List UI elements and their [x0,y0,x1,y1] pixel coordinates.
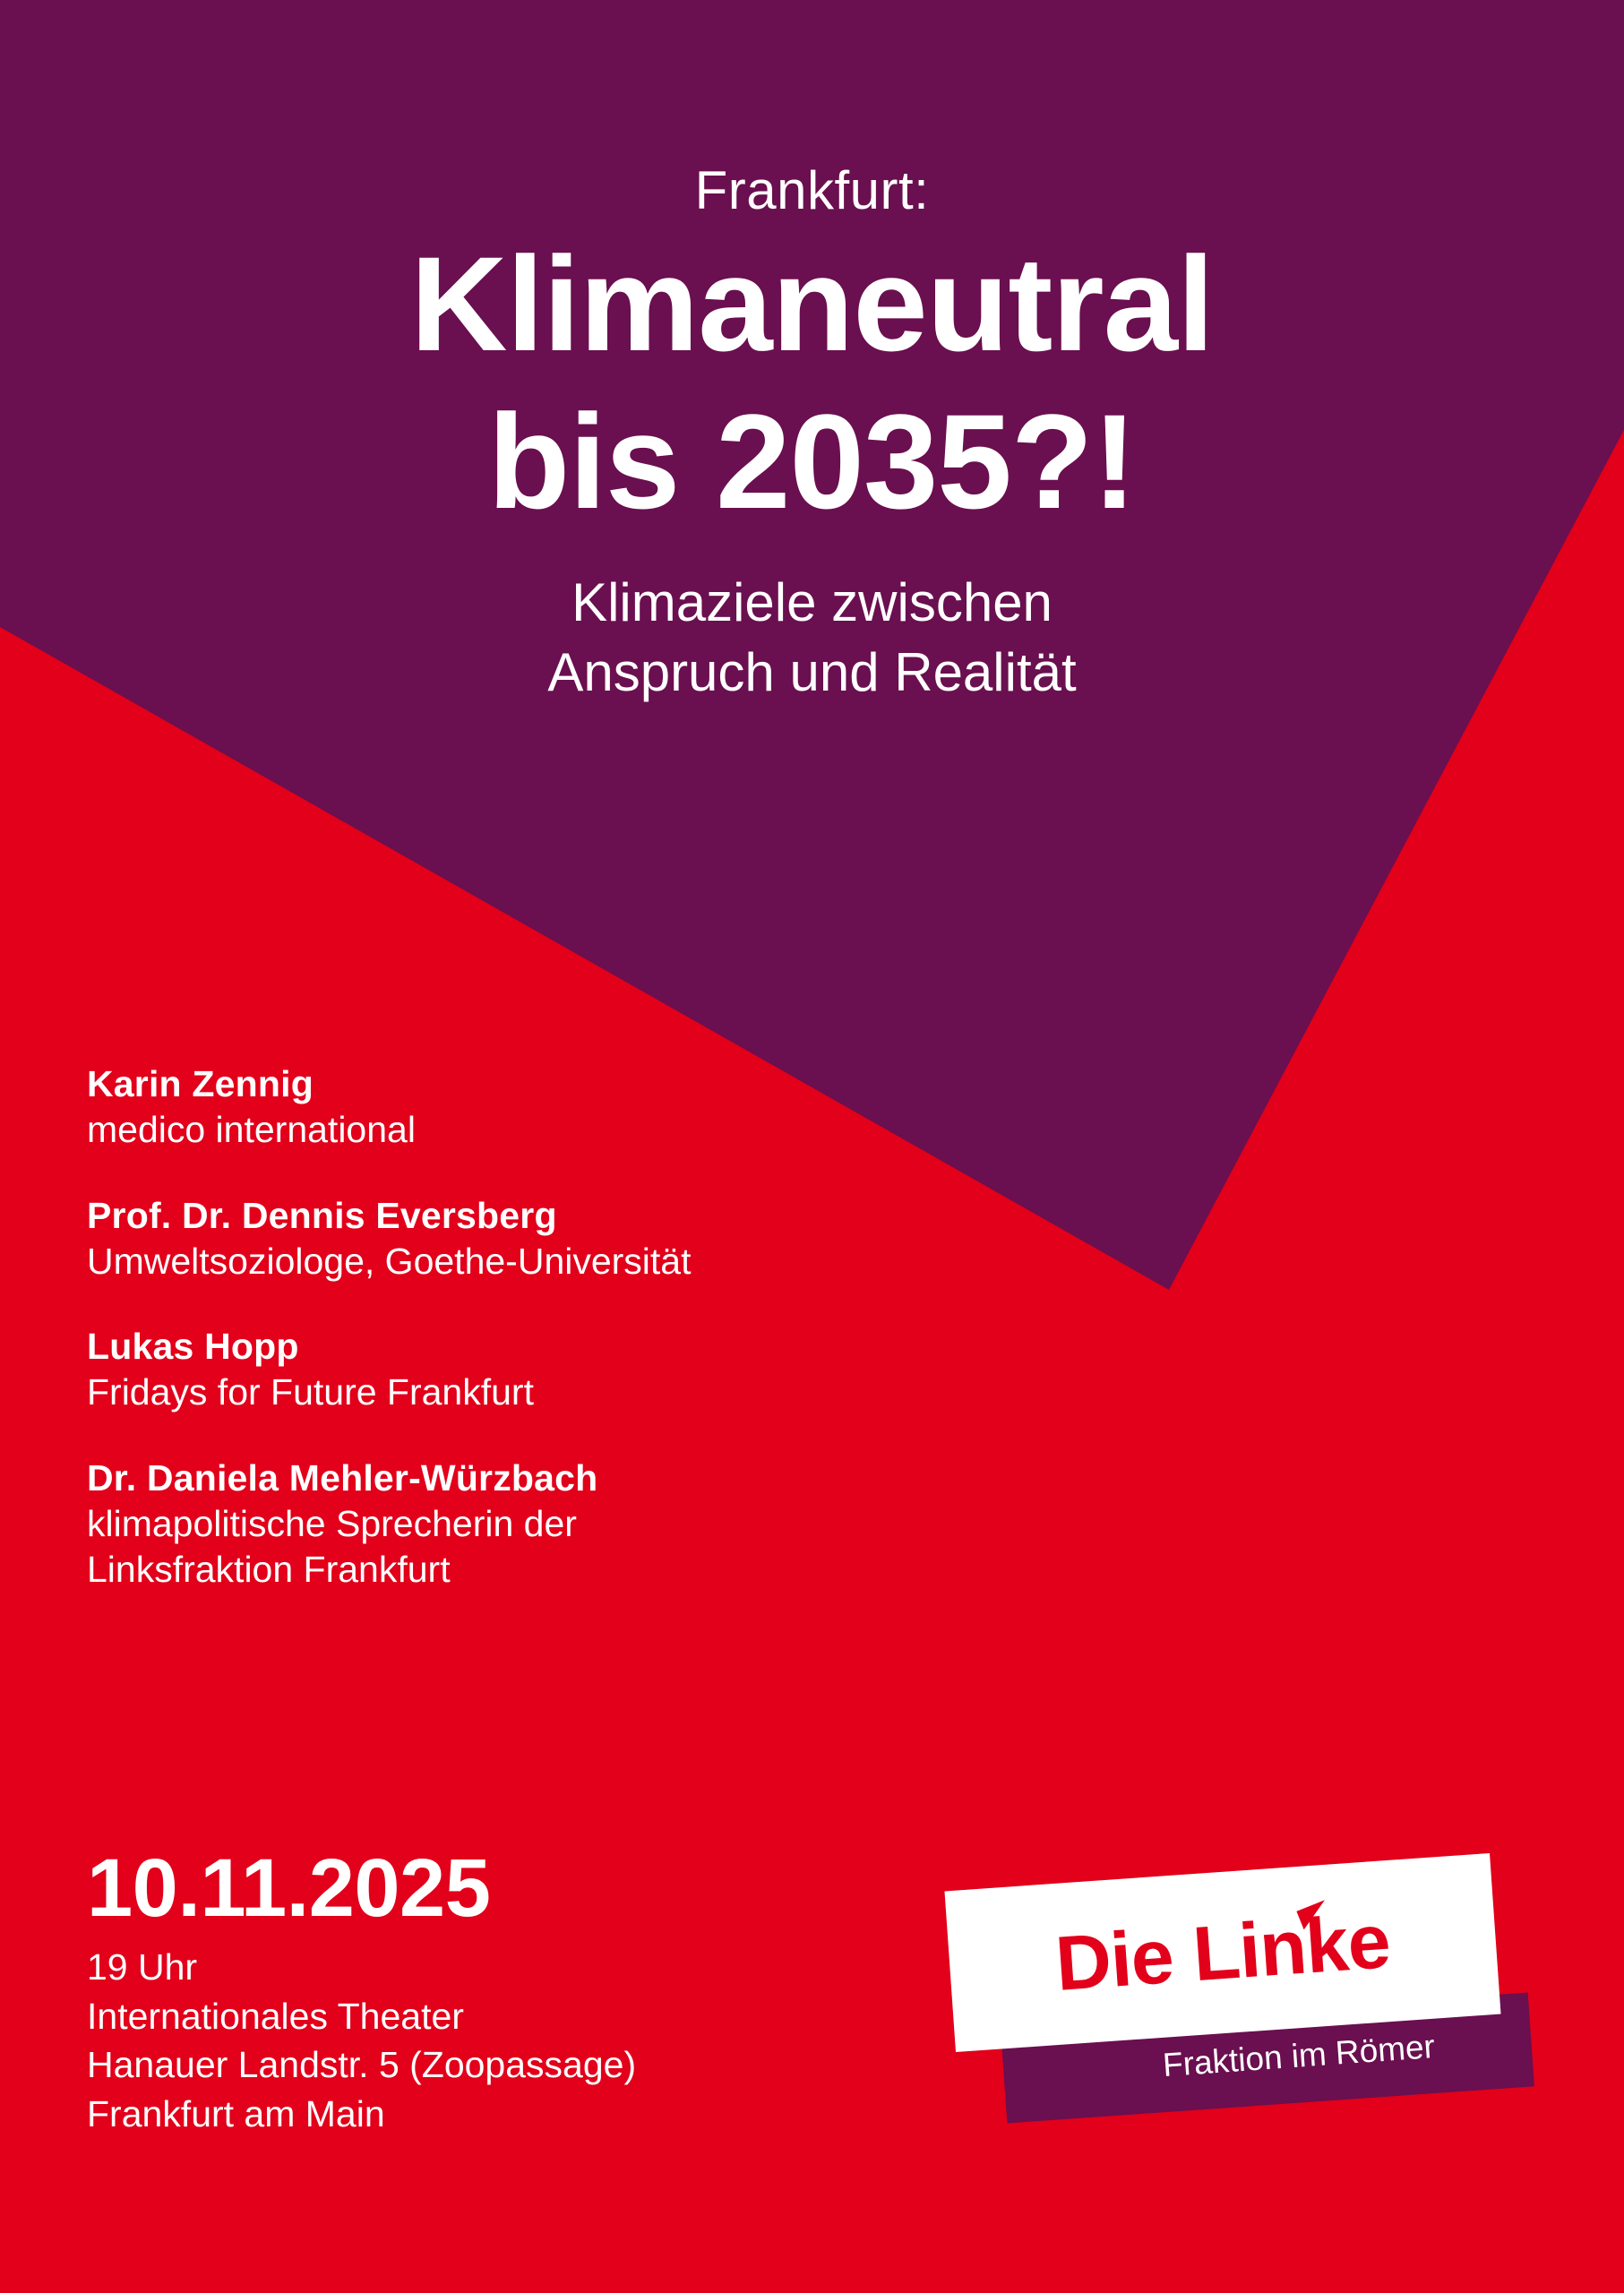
subtitle-line-2: Anspruch und Realität [547,642,1077,702]
list-item [87,1456,1072,1593]
speaker-list [87,1061,1072,1632]
speaker-role-line-1: Umweltsoziologe, Goethe-Universität [87,1240,692,1282]
list-item [87,1193,1072,1285]
speaker-role-line-2: Linksfraktion Frankfurt [87,1549,451,1590]
event-street: Hanauer Landstr. 5 (Zoopassage) [87,2044,637,2086]
speaker-name: Karin Zennig [87,1063,314,1104]
page-title [0,228,1624,537]
speaker-role-line-1: Fridays for Future Frankfurt [87,1371,534,1413]
logo-wordmark-text: Die Linke [1053,1897,1393,2007]
kicker-text: Frankfurt: [694,160,930,220]
event-location [87,1943,636,2140]
die-linke-logo [949,1854,1523,2194]
event-city: Frankfurt am Main [87,2093,385,2135]
list-item [87,1061,1072,1154]
speaker-name: Prof. Dr. Dennis Eversberg [87,1194,557,1236]
speaker-role [87,1239,1072,1284]
speaker-role [87,1501,1072,1593]
speaker-name: Dr. Daniela Mehler-Würzbach [87,1456,598,1499]
speaker-role [87,1107,1072,1153]
speaker-role-line-1: klimapolitische Sprecherin der [87,1502,577,1544]
event-details [87,1842,637,2139]
subtitle-line-1: Klimaziele zwischen [571,572,1053,632]
list-item [87,1324,1072,1416]
event-date: 10.11.2025 [87,1842,491,1934]
speaker-role [87,1370,1072,1415]
title-line-1: Klimaneutral [410,228,1214,379]
poster-header [0,0,1624,708]
speaker-name: Lukas Hopp [87,1326,299,1367]
event-venue: Internationales Theater [87,1995,464,2037]
title-line-2: bis 2035?! [487,386,1137,537]
logo-subline-text: Fraktion im Römer [1161,2027,1437,2083]
event-time: 19 Uhr [87,1945,198,1988]
speaker-role-line-1: medico international [87,1109,416,1151]
subtitle [0,568,1624,708]
